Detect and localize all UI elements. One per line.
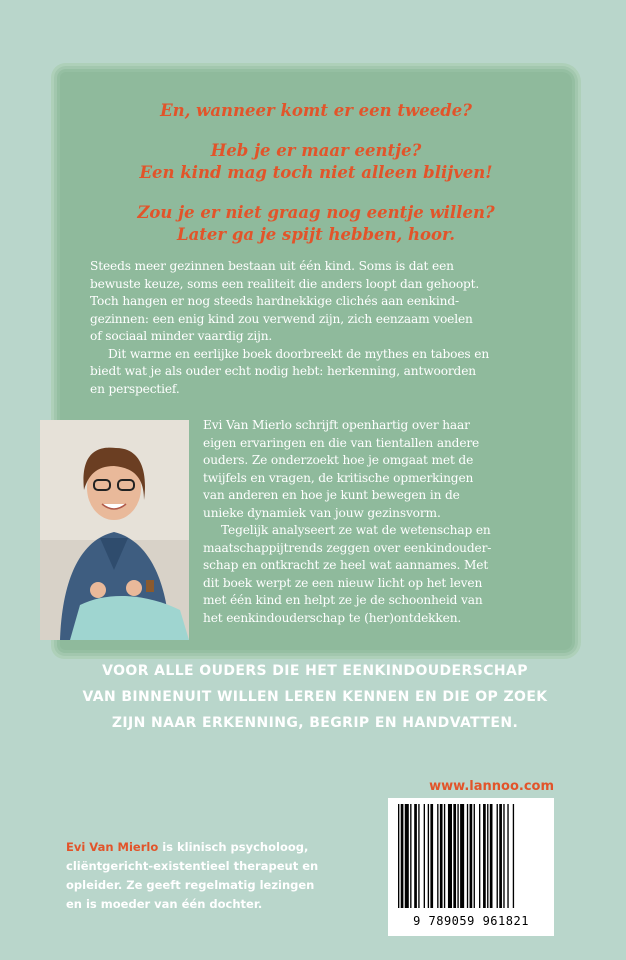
quote-line: Heb je er maar eentje? [210, 141, 422, 160]
quote-3 [60, 202, 572, 246]
text-line: Tegelijk analyseert ze wat de wetenschap en [221, 523, 491, 537]
text-line: met één kind en helpt ze je de schoonheid van [203, 593, 483, 607]
barcode-bar [483, 804, 486, 908]
intro-text [90, 258, 556, 398]
intro-paragraph-2 [90, 346, 556, 399]
text-line: dit boek werpt ze een nieuw licht op het leven [203, 575, 483, 590]
quote-line: En, wanneer komt er een tweede? [160, 101, 472, 120]
author-bio [66, 838, 366, 914]
quote-line: Zou je er niet graag nog eentje willen? [137, 203, 495, 222]
text-line: Evi Van Mierlo schrijft openhartig over haar [203, 418, 470, 432]
barcode-bar [467, 804, 468, 908]
text-line: Toch hangen er nog steeds hardnekkige clichés aan eenkind- [90, 294, 459, 308]
barcode-bar [410, 804, 411, 908]
barcode-bar [401, 804, 404, 908]
barcode-bar [418, 804, 419, 908]
quote-line: Een kind mag toch niet alleen blijven! [139, 163, 493, 182]
barcode-bar [414, 804, 417, 908]
text-line: Dit warme en eerlijke boek doorbreekt de mythes en taboes en [108, 346, 490, 361]
barcode-bar [440, 804, 443, 908]
text-line: maatschappijtrends zeggen over eenkindouder- [203, 540, 492, 555]
text-line: en perspectief. [90, 381, 180, 396]
barcode-bar [424, 804, 425, 908]
text-line: unieke dynamiek van jouw gezinsvorm. [203, 505, 441, 520]
barcode-bar [448, 804, 452, 908]
tagline-line: VAN BINNENUIT WILLEN LEREN KENNEN EN DIE OP ZOEK [82, 689, 548, 705]
tagline [70, 658, 560, 736]
barcode-bar [437, 804, 438, 908]
quote-block [60, 100, 572, 264]
bio-text: is klinisch psycholoog, [158, 840, 309, 854]
text-line: van anderen en hoe je kunt bewegen in de [203, 488, 460, 502]
text-line: Steeds meer gezinnen bestaan uit één kind. Soms is dat een [90, 259, 454, 273]
barcode-bar [479, 804, 480, 908]
text-line: twijfels en vragen, de kritische opmerkingen [203, 470, 474, 485]
text-line: biedt wat je als ouder echt nodig hebt: herkenning, antwoorden [90, 364, 476, 378]
author-paragraph-2 [203, 522, 558, 627]
barcode-bar [497, 804, 498, 908]
author-description [203, 417, 558, 627]
barcode-bar [513, 804, 514, 908]
author-paragraph-1 [203, 417, 558, 522]
text-line: of sociaal minder vaardig zijn. [90, 329, 273, 343]
barcode-bars [394, 804, 548, 912]
text-line: ouders. Ze onderzoekt hoe je omgaat met de [203, 453, 474, 467]
barcode-bar [474, 804, 475, 908]
text-line: bewuste keuze, soms een realiteit die anders loopt dan gehoopt. [90, 276, 480, 291]
barcode-bar [428, 804, 429, 908]
barcode-bar [499, 804, 502, 908]
text-line: schap en ontkracht ze heel wat aannames. Met [203, 558, 489, 572]
barcode-bar [487, 804, 488, 908]
barcode-bar [490, 804, 493, 908]
bio-text: opleider. Ze geeft regelmatig lezingen [66, 878, 315, 892]
barcode-bar [460, 804, 464, 908]
barcode-bar [503, 804, 504, 908]
barcode-bar [444, 804, 445, 908]
text-line: het eenkindouderschap te (her)ontdekken. [203, 610, 462, 625]
text-line: gezinnen: een enig kind zou verwend zijn, zich eenzaam voelen [90, 311, 473, 326]
barcode-bar [405, 804, 409, 908]
publisher-url[interactable]: www.lannoo.com [429, 779, 554, 794]
bio-text: en is moeder van één dochter. [66, 897, 263, 911]
quote-line: Later ga je spijt hebben, hoor. [177, 225, 455, 244]
quote-1 [60, 100, 572, 122]
barcode [388, 798, 554, 936]
intro-paragraph-1 [90, 258, 556, 346]
tagline-line: ZIJN NAAR ERKENNING, BEGRIP EN HANDVATTEN. [111, 715, 519, 731]
author-photo [40, 420, 189, 640]
barcode-bar [507, 804, 508, 908]
author-name: Evi Van Mierlo [66, 840, 159, 854]
bio-text: cliëntgericht-existentieel therapeut en [66, 859, 319, 873]
barcode-bar [470, 804, 473, 908]
quote-2 [60, 140, 572, 184]
barcode-bar [398, 804, 399, 908]
isbn-number: 9 789059 961821 [413, 914, 529, 928]
barcode-bar [430, 804, 433, 908]
barcode-bar [457, 804, 458, 908]
text-line: eigen ervaringen en die van tientallen andere [203, 435, 480, 450]
barcode-bar [453, 804, 456, 908]
tagline-line: VOOR ALLE OUDERS DIE HET EENKINDOUDERSCHAP [102, 663, 528, 679]
